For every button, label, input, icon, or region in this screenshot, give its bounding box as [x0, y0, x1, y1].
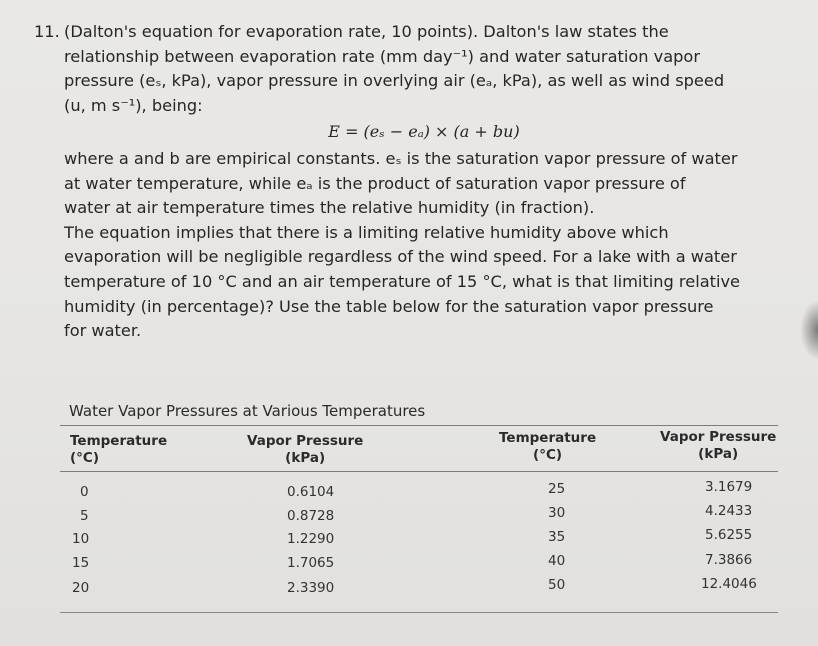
- table-bottom-rule: [60, 612, 778, 613]
- table-cell-temp: 30: [548, 505, 566, 521]
- table-cell-pressure: 0.8728: [287, 508, 335, 524]
- question-line: The equation implies that there is a limiting relative humidity above which: [64, 222, 669, 242]
- table-cell-temp: 40: [548, 553, 566, 569]
- header-label: Temperature: [70, 433, 168, 449]
- table-cell-temp: 50: [548, 577, 566, 593]
- table-cell-temp: 35: [548, 529, 566, 545]
- table-cell-pressure: 1.2290: [287, 531, 335, 547]
- question-line: temperature of 10 °C and an air temperature of 15 °C, what is that limiting relative: [64, 271, 740, 291]
- question-number: 11.: [34, 22, 60, 41]
- question-text: [34, 20, 774, 344]
- table-header-rule: [60, 471, 778, 472]
- header-unit: (kPa): [698, 446, 739, 462]
- table-cell-temp: 25: [548, 481, 566, 497]
- question-line: [34, 20, 774, 45]
- table-cell-pressure: 0.6104: [287, 484, 335, 500]
- header-label: Temperature: [499, 430, 597, 446]
- table-top-rule: [60, 425, 778, 426]
- table-cell-temp: 10: [72, 531, 90, 547]
- table-cell-pressure: 1.7065: [287, 555, 335, 571]
- header-temperature-left: [70, 433, 167, 467]
- table-cell-temp: 5: [80, 508, 89, 524]
- question-line-text: (Dalton's equation for evaporation rate, 10 points). Dalton's law states the: [64, 22, 669, 41]
- question-line: evaporation will be negligible regardless of the wind speed. For a lake with a water: [64, 247, 737, 267]
- header-temperature-right: [499, 430, 596, 464]
- header-unit: (kPa): [285, 450, 326, 466]
- table-cell-pressure: 12.4046: [701, 576, 757, 592]
- header-label: Vapor Pressure: [247, 433, 364, 449]
- question-line: relationship between evaporation rate (mm day⁻¹) and water saturation vapor: [64, 46, 700, 66]
- table-cell-temp: 0: [80, 484, 89, 500]
- table-title: Water Vapor Pressures at Various Temperatures: [69, 402, 426, 420]
- question-line: humidity (in percentage)? Use the table below for the saturation vapor pressure: [64, 296, 714, 316]
- header-label: Vapor Pressure: [660, 429, 777, 445]
- question-line: for water.: [64, 321, 142, 341]
- dalton-equation: E = (eₛ − eₐ) × (a + bu): [328, 122, 520, 142]
- table-cell-pressure: 7.3866: [705, 552, 753, 568]
- table-cell-temp: 15: [72, 555, 90, 571]
- table-cell-pressure: 3.1679: [705, 479, 753, 495]
- question-line: at water temperature, while eₐ is the product of saturation vapor pressure of: [64, 173, 686, 193]
- header-vapor-pressure-left: [247, 433, 363, 467]
- table-cell-pressure: 2.3390: [287, 580, 335, 596]
- question-line: where a and b are empirical constants. eₛ is the saturation vapor pressure of water: [64, 148, 738, 168]
- header-unit: (°C): [533, 447, 563, 463]
- question-line: pressure (eₛ, kPa), vapor pressure in overlying air (eₐ, kPa), as well as wind speed: [64, 71, 725, 91]
- header-unit: (°C): [70, 450, 99, 466]
- table-cell-pressure: 5.6255: [705, 527, 753, 543]
- question-line: water at air temperature times the relative humidity (in fraction).: [64, 198, 595, 218]
- table-cell-pressure: 4.2433: [705, 503, 753, 519]
- question-line: (u, m s⁻¹), being:: [64, 95, 203, 115]
- header-vapor-pressure-right: [660, 429, 776, 463]
- page-edge-shadow: [800, 300, 818, 360]
- table-cell-temp: 20: [72, 580, 90, 596]
